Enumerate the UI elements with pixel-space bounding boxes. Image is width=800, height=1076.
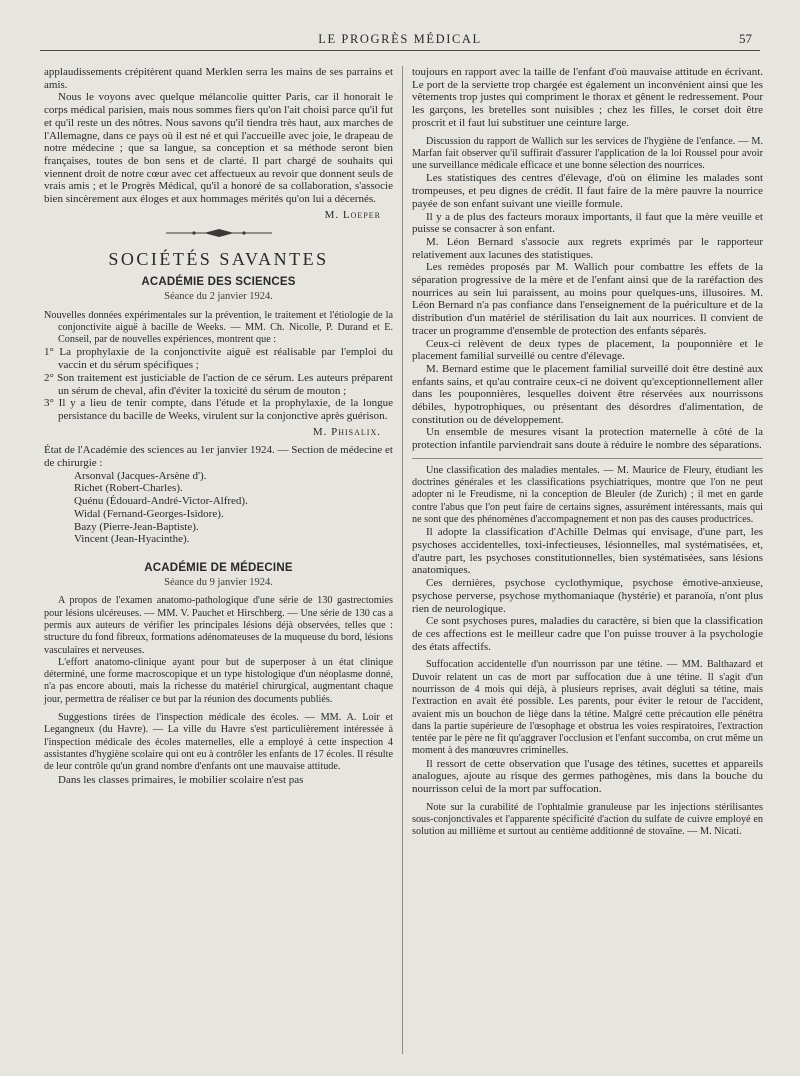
paragraph: Les remèdes proposés par M. Wallich pour combattre les effets de la séparation progressive de la mère et de l'enfant ainsi que de la raréfaction des nourrices au sein lui paraissent, au moins pour quelques-uns, illusoires. M. Léon Bernard n'a pas confiance dans l'enseignement de la puériculture et de la distribution d'un matériel de stérilisation du lait aux nourrices. Il convient de tracer un programme d'ensemble de protection des enfants séparés. bbox=[412, 261, 763, 337]
paragraph: Une classification des maladies mentales. — M. Maurice de Fleury, étudiant les doctrines générales et les classifications psychiatriques, montre que l'on ne peut adopter ni le Freudisme, ni la conception de Bleuler (de Zurich) ; il met en garde contre l'abus que l'on peut faire de certains signes, assurément intéressants, mais qui ne sont que des phénomènes d'accompagnement et non pas des causes productrices. bbox=[412, 464, 763, 526]
academy-heading: ACADÉMIE DES SCIENCES bbox=[141, 276, 296, 289]
paragraph: Ces dernières, psychose cyclothymique, psychose émotive-anxieuse, psychose perverse, psychose mythomaniaque (hystérie) et paranoïa, n'ont plus rien de neurologique. bbox=[412, 577, 763, 615]
paragraph: Il ressort de cette observation que l'usage des tétines, sucettes et appareils analogues, ajoute au risque des germes pathogènes, mis dans la bouche du nourrisson celui de la mort par suffocation. bbox=[412, 757, 763, 796]
signature: M. Loeper bbox=[324, 208, 381, 221]
paragraph: Suggestions tirées de l'inspection médicale des écoles. — MM. A. Loir et Legangneux (du Havre). — La ville du Havre s'est particulièrement intéressée à l'inspection médicale des écoles maternelles, elle a employé à cette inspection 4 assistantes d'hygiène scolaire qui ont eu à contrôler les enfants de 17 écoles. Il résulte de leur contrôle qu'un grand nombre d'enfants ont une mauvaise attitude. bbox=[44, 712, 393, 773]
paragraph: M. Bernard estime que le placement familial surveillé doit être destiné aux enfants sains, et qu'au contraire ceux-ci ne doivent qu'exceptionnellement aller dans les pouponnières, lesquelles doivent être réservées aux nourrissons débiles, hypotrophiques, ou présentant des désordres d'alimentation, de constitution ou de développement. bbox=[412, 362, 763, 426]
paragraph: Les statistiques des centres d'élevage, d'où on élimine les malades sont trompeuses, et peu dignes de crédit. Il faut faire de la mère pauvre la nourrice payée de son enfant suivant une vieille formule. bbox=[412, 172, 763, 210]
member-item: Richet (Robert-Charles). bbox=[74, 482, 183, 495]
paragraph: Un ensemble de mesures visant la protection maternelle à côté de la protection infantile parviendrait sans doute à réduire le nombre des séparations. bbox=[412, 426, 763, 452]
paragraph: A propos de l'examen anatomo-pathologique d'une série de 130 gastrectomies pour lésions ulcéreuses. — MM. V. Pauchet et Hirschberg. — Une série de 130 cas a permis aux auteurs de vérifier les principales lésions déjà observées, telles que : structure du fond fibreux, formations adénomateuses de la muqueuse du bord, lésions vasculaires et nerveuses. bbox=[44, 595, 393, 656]
paragraph: Ceux-ci relèvent de deux types de placement, la pouponnière et le placement familial surveillé ou centre d'élevage. bbox=[412, 337, 763, 363]
paragraph: L'effort anatomo-clinique ayant pour but de superposer à un état clinique déterminé, une forme macroscopique et un type histologique d'un néoplasme donné, n'a pas encore abouti, mais la richesse du matériel chirurgical, augmentant chaque jour, permettra de réaliser ce but par la réunion des documents publiés. bbox=[44, 656, 393, 705]
session-date: Séance du 2 janvier 1924. bbox=[164, 290, 273, 302]
member-item: Arsonval (Jacques-Arsène d'). bbox=[74, 469, 207, 482]
academy-heading: ACADÉMIE DE MÉDECINE bbox=[144, 561, 293, 574]
paragraph: M. Léon Bernard s'associe aux regrets exprimés par le rapporteur relativement aux lacunes des statistiques. bbox=[412, 235, 763, 261]
left-column bbox=[44, 66, 393, 786]
signature: M. Phisalix. bbox=[312, 425, 381, 438]
member-item: Quénu (Édouard-André-Victor-Alfred). bbox=[74, 495, 248, 508]
member-item: Vincent (Jean-Hyacinthe). bbox=[74, 533, 190, 546]
paragraph: Il y a de plus des facteurs moraux importants, il faut que la mère veuille et puisse se consacrer à son enfant. bbox=[412, 210, 763, 236]
paragraph: Nouvelles données expérimentales sur la prévention, le traitement et l'étiologie de la conjonctivite aiguë à bacille de Weeks. — MM. Ch. Nicolle, P. Durand et E. Conseil, par de nouvelles expériences, montrent que : bbox=[44, 309, 393, 346]
page-number: 57 bbox=[739, 31, 752, 46]
spacer bbox=[44, 546, 393, 554]
right-column bbox=[412, 66, 763, 839]
paragraph: Note sur la curabilité de l'ophtalmie granuleuse par les injections stérilisantes sous-conjonctivales et l'apparente spécificité d'action du sulfate de cuivre employé en solution au millième et surtout au centième additionné de stovaïne. — M. Nicati. bbox=[412, 801, 763, 838]
list-item: 3° Il y a lieu de tenir compte, dans l'étude et la prophylaxie, de la longue persistance du bacille de Weeks, virulent sur la conjonctive après guérison. bbox=[44, 397, 393, 422]
paragraph: Suffocation accidentelle d'un nourrisson par une tétine. — MM. Balthazard et Duvoir relatent un cas de mort par suffocation due à une tétine. Il s'agit d'un nourrisson de 4 mois qui déjà, à plusieurs reprises, avait dégluti sa tétine, mais l'extraction en avait été possible. Les parents, pour éviter le retour de l'accident, avaient mis un bouchon de liège dans la tétine. Malgré cette précaution elle pénétra dans la partie supérieure de l'œsophage et obstrua les voies respiratoires, l'extraction tentée par le père ne fit qu'aggraver l'occlusion et l'enfant succomba, on crut même un moment à des manœuvres criminelles. bbox=[412, 659, 763, 757]
paragraph: Discussion du rapport de Wallich sur les services de l'hygiène de l'enfance. — M. Marfan fait observer qu'il suffirait d'assurer l'application de la loi Roussel pour avoir une surveillance médicale efficace et une bonne sélection des nourrices. bbox=[412, 135, 763, 172]
section-divider bbox=[412, 458, 763, 459]
header-rule bbox=[40, 50, 760, 51]
section-title: SOCIÉTÉS SAVANTES bbox=[108, 249, 329, 270]
running-title: LE PROGRÈS MÉDICAL bbox=[318, 32, 482, 46]
paragraph: toujours en rapport avec la taille de l'enfant d'où mauvaise attitude en écrivant. Le port de la serviette trop chargée est également un inconvénient ainsi que les vêtements trop justes qui compriment le thorax et gênent le redressement. Pour les garçons, les bretelles sont nuisibles ; chez les filles, le corset doit être proscrit et il faut lui substituer une ceinture large. bbox=[412, 66, 763, 129]
list-item: 2° Son traitement est justiciable de l'action de ce sérum. Les auteurs préparent un sérum de cheval, afin d'éviter la toxicité du sérum de mouton ; bbox=[44, 371, 393, 397]
paragraph: Il adopte la classification d'Achille Delmas qui envisage, d'une part, les psychoses accidentelles, toxi-infectieuses, lésionnelles, mal systématisées, et, d'autre part, les psychoses constitutionnelles, bien systématisées, sans lésions anatomiques. bbox=[412, 526, 763, 577]
list-item: 1° La prophylaxie de la conjonctivite aiguë est réalisable par l'emploi du vaccin et du sérum spécifiques ; bbox=[44, 346, 393, 372]
member-item: Bazy (Pierre-Jean-Baptiste). bbox=[74, 520, 199, 533]
paragraph: État de l'Académie des sciences au 1er janvier 1924. — Section de médecine et de chirurgie : bbox=[44, 444, 393, 470]
page-header bbox=[0, 28, 800, 50]
paragraph: Nous le voyons avec quelque mélancolie quitter Paris, car il honorait le corps médical parisien, mais nous sommes fiers qu'on l'ait choisi parce qu'il fut et qu'il reste un des nôtres. Nous savons qu'il tiendra très haut, aux marches de l'Allemagne, dans ce pays où il est né et qui l'accueille avec joie, le drapeau de notre médecine ; que sa langue, sa conception et sa méthode seront bien françaises, toutes de bon sens et de clarté. Il part chargé de souhaits qui viennent droit de notre cœur avec cet affectueux au revoir que donnent seuls de vrais amis ; et le Progrès Médical, qu'il a honoré de sa collaboration, s'associe bien sincèrement aux éloges et aux hommages mérités qu'on lui a décernés. bbox=[44, 91, 393, 206]
paragraph: Ce sont psychoses pures, maladies du caractère, si bien que la classification de ces affections est le meilleur cadre que l'on puisse trouver à la psychologie des états affectifs. bbox=[412, 615, 763, 653]
paragraph: applaudissements crépitèrent quand Merklen serra les mains de ses parrains et amis. bbox=[44, 66, 393, 91]
member-item: Widal (Fernand-Georges-Isidore). bbox=[74, 507, 224, 520]
ornament-divider-icon bbox=[164, 227, 274, 239]
paragraph: Dans les classes primaires, le mobilier scolaire n'est pas bbox=[58, 773, 304, 786]
session-date: Séance du 9 janvier 1924. bbox=[164, 576, 273, 588]
column-divider bbox=[402, 66, 403, 1054]
